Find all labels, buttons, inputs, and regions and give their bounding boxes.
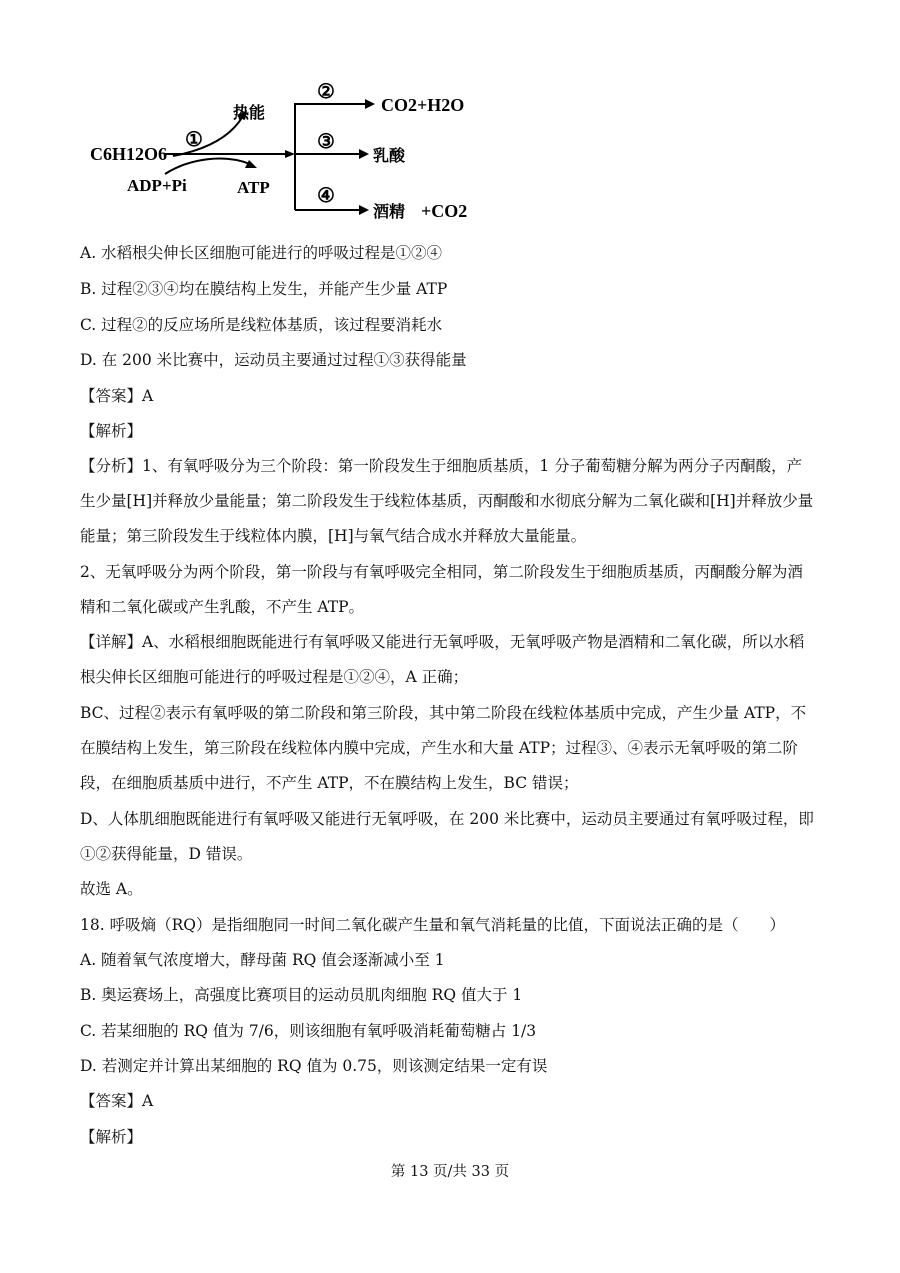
respiration-pathway-diagram — [85, 78, 485, 223]
q18-answer: 【答案】A — [80, 1092, 154, 1110]
heat-curve — [173, 116, 243, 156]
analysis-line: 生少量[H]并释放少量能量；第二阶段发生于线粒体基质，丙酮酸和水彻底分解为二氧化碳和[H]并释放少量 — [80, 492, 814, 510]
branch3-arrowhead — [359, 149, 369, 159]
branch4-arrowhead — [359, 205, 369, 215]
q17-option-c: C. 过程②的反应场所是线粒体基质，该过程要消耗水 — [80, 316, 443, 334]
detail-line: 段，在细胞质基质中进行，不产生 ATP，不在膜结构上发生，BC 错误； — [80, 774, 579, 792]
out4-co2-label: +CO2 — [421, 201, 468, 221]
detail-line: ①②获得能量，D 错误。 — [80, 845, 253, 863]
branch2-arrowhead — [365, 99, 375, 109]
q17-option-a: A. 水稻根尖伸长区细胞可能进行的呼吸过程是①②④ — [80, 244, 443, 262]
out3-label: 乳酸 — [373, 146, 406, 165]
q18-option-a: A. 随着氧气浓度增大，酵母菌 RQ 值会逐渐减小至 1 — [80, 951, 445, 969]
glucose-label: C6H12O6 — [90, 144, 168, 164]
atp-label: ATP — [237, 178, 270, 197]
out4-alcohol-label: 酒精 — [373, 202, 406, 221]
adp-pi-label: ADP+Pi — [127, 176, 187, 195]
analysis-line: 【分析】1、有氧呼吸分为三个阶段：第一阶段发生于细胞质基质，1 分子葡萄糖分解为两分子丙酮酸，产 — [80, 457, 803, 475]
atp-curve — [165, 159, 250, 174]
step4-label: ④ — [317, 185, 335, 207]
q18-stem: 18. 呼吸熵（RQ）是指细胞同一时间二氧化碳产生量和氧气消耗量的比值，下面说法正确的是（ ） — [80, 916, 785, 934]
out2-label: CO2+H2O — [381, 95, 465, 115]
q17-option-d: D. 在 200 米比赛中，运动员主要通过过程①③获得能量 — [80, 351, 467, 369]
analysis-line: 能量；第三阶段发生于线粒体内膜，[H]与氧气结合成水并释放大量能量。 — [80, 527, 587, 545]
q17-answer: 【答案】A — [80, 387, 154, 405]
heat-label: 热能 — [233, 103, 266, 122]
step1-label: ① — [185, 129, 203, 151]
step2-label: ② — [317, 81, 335, 103]
analysis-line: 2、无氧呼吸分为两个阶段，第一阶段与有氧呼吸完全相同，第二阶段发生于细胞质基质，丙酮酸分解为酒 — [80, 563, 803, 581]
analysis-line: 精和二氧化碳或产生乳酸，不产生 ATP。 — [80, 598, 365, 616]
atp-arrowhead — [245, 160, 257, 168]
page-footer: 第 13 页/共 33 页 — [390, 1164, 510, 1180]
q18-option-d: D. 若测定并计算出某细胞的 RQ 值为 0.75，则该测定结果一定有误 — [80, 1057, 548, 1075]
step3-label: ③ — [317, 131, 335, 153]
detail-line: 【详解】A、水稻根细胞既能进行有氧呼吸又能进行无氧呼吸，无氧呼吸产物是酒精和二氧化碳，所以水稻 — [80, 633, 805, 651]
detail-line: 在膜结构上发生，第三阶段在线粒体内膜中完成，产生水和大量 ATP；过程③、④表示无氧呼吸的第二阶 — [80, 739, 799, 757]
q17-option-b: B. 过程②③④均在膜结构上发生，并能产生少量 ATP — [80, 280, 448, 298]
q17-analysis-heading: 【解析】 — [80, 422, 143, 440]
detail-line: 根尖伸长区细胞可能进行的呼吸过程是①②④，A 正确； — [80, 668, 469, 686]
q18-option-c: C. 若某细胞的 RQ 值为 7/6，则该细胞有氧呼吸消耗葡萄糖占 1/3 — [80, 1022, 537, 1040]
q18-option-b: B. 奥运赛场上，高强度比赛项目的运动员肌肉细胞 RQ 值大于 1 — [80, 986, 523, 1004]
detail-line: BC、过程②表示有氧呼吸的第二阶段和第三阶段，其中第二阶段在线粒体基质中完成，产生少量 ATP，不 — [80, 704, 807, 722]
q17-conclusion: 故选 A。 — [80, 880, 143, 898]
detail-line: D、人体肌细胞既能进行有氧呼吸又能进行无氧呼吸，在 200 米比赛中，运动员主要通过有氧呼吸过程，即 — [80, 810, 814, 828]
q18-analysis-heading: 【解析】 — [80, 1128, 143, 1146]
main-arrowhead — [285, 150, 295, 158]
